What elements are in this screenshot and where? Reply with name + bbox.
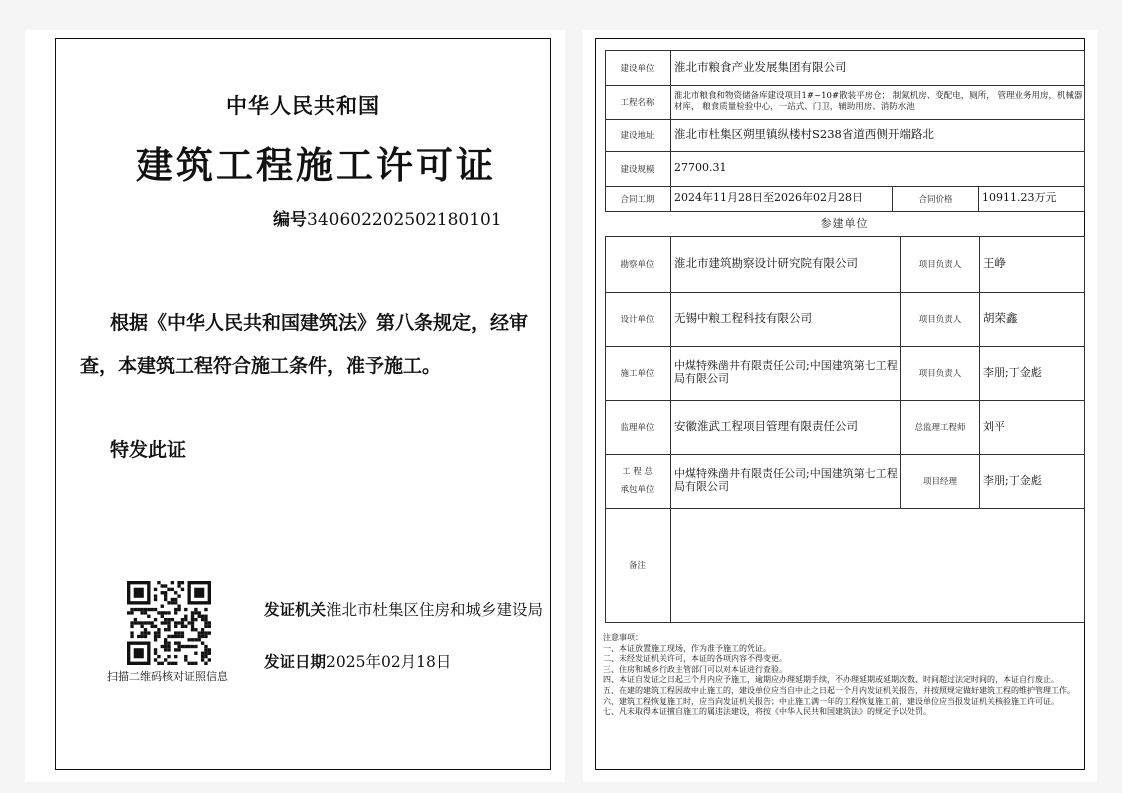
scale-label: 建设规模 <box>620 164 655 175</box>
participant-unit: 无锡中粮工程科技有限公司 <box>674 311 812 326</box>
permit-details-page <box>583 30 1097 782</box>
participant-role: 设计单位 <box>620 315 655 325</box>
remarks-value <box>671 508 1084 622</box>
participant-unit: 安徽淮武工程项目管理有限责任公司 <box>674 419 858 434</box>
participant-person: 李朋;丁金彪 <box>983 365 1042 379</box>
note-item: 三、住房和城乡行政主管部门可以对本证进行查验。 <box>603 664 787 674</box>
approval-text-line-1: 根据《中华人民共和国建筑法》第八条规定，经审 <box>110 312 529 334</box>
note-item: 五、在建的建筑工程因故中止施工的，建设单位应当自中止之日起一个月内发证机关报告，并按照规定做好建筑工程的维护管理工作。 <box>603 685 1075 695</box>
contract-price-value: 10911.23万元 <box>982 191 1057 205</box>
scale-value: 27700.31 <box>674 161 727 175</box>
notes-section <box>603 633 1083 718</box>
participant-unit: 中煤特殊凿井有限责任公司;中国建筑第七工程局有限公司 <box>674 359 898 385</box>
participant-unit: 淮北市建筑勘察设计研究院有限公司 <box>674 256 858 271</box>
participant-role: 施工单位 <box>620 369 655 379</box>
participant-role: 勘察单位 <box>620 260 655 270</box>
table-line <box>1084 236 1085 622</box>
participant-person: 刘平 <box>983 419 1005 433</box>
table-line <box>605 622 1084 623</box>
construction-unit-label: 建设单位 <box>620 63 655 74</box>
permit-cover-page <box>25 30 565 782</box>
participant-person-label: 总监理工程师 <box>914 423 966 433</box>
contract-period-label: 合同工期 <box>620 194 655 205</box>
issuing-authority <box>264 598 543 620</box>
participant-role: 监理单位 <box>620 423 655 433</box>
issue-date <box>264 650 451 672</box>
issue-date-label: 发证日期 <box>264 652 327 671</box>
approval-text-line-2: 查，本建筑工程符合施工条件，准予施工。 <box>80 355 442 377</box>
certificate-number <box>273 205 502 230</box>
special-issue-text: 特发此证 <box>110 439 187 461</box>
contract-price-label: 合同价格 <box>918 194 953 205</box>
note-item: 一、本证放置施工现场，作为准予施工的凭证。 <box>603 643 771 653</box>
country-name: 中华人民共和国 <box>226 93 380 118</box>
notes-title: 注意事项： <box>603 633 643 642</box>
certificate-title: 建筑工程施工许可证 <box>136 143 496 187</box>
project-name-value: 淮北市粮食和物资储备库建设项目1#~10#散装平房仓； 制氮机房、变配电，厕所， 管理业务用房，机械器材库， 粮食质量检验中心，一站式、门卫，辅助用房、消防水池 <box>674 91 1083 112</box>
address-label: 建设地址 <box>620 131 655 141</box>
contract-period-value: 2024年11月28日至2026年02月28日 <box>674 191 863 205</box>
qr-caption: 扫描二维码核对证照信息 <box>107 670 228 683</box>
address-value: 淮北市杜集区朔里镇纵楼村S238省道西侧开端路北 <box>674 127 934 142</box>
participant-person-label: 项目负责人 <box>918 315 962 325</box>
certificate-number-label: 编号 <box>273 210 307 230</box>
participants-header: 参建单位 <box>820 217 869 230</box>
participant-person: 王峥 <box>983 256 1006 271</box>
note-item: 七、凡未取得本证擅自施工的属违法建设，将按《中华人民共和国建筑法》的规定予以处罚。 <box>603 707 931 717</box>
issuing-authority-label: 发证机关 <box>264 600 327 619</box>
issue-date-value: 2025年02月18日 <box>326 653 452 671</box>
participant-unit: 中煤特殊凿井有限责任公司;中国建筑第七工程局有限公司 <box>674 467 898 493</box>
project-name-label: 工程名称 <box>620 98 655 108</box>
remarks-label: 备注 <box>628 561 646 571</box>
note-item: 六、建筑工程恢复施工时，应当向发证机关报告；中止施工满一年的工程恢复施工前，建设单位应当报发证机关核验施工许可证。 <box>603 696 1059 706</box>
qr-code-icon[interactable] <box>127 581 211 665</box>
participant-person-label: 项目经理 <box>922 477 957 487</box>
note-item: 四、本证自发证之日起三个月内应予施工，逾期应办理延期手续，不办理延期或延期次数、时间超过法定时间的，本证自行废止。 <box>603 675 1059 685</box>
note-item: 二、未经发证机关许可，本证的各项内容不得变更。 <box>603 654 787 664</box>
participant-role: 工 程 总 承包单位 <box>620 467 655 495</box>
issuing-authority-value: 淮北市杜集区住房和城乡建设局 <box>326 601 544 619</box>
participant-person: 胡荣鑫 <box>983 311 1018 326</box>
participant-person-label: 项目负责人 <box>918 369 962 379</box>
participant-person-label: 项目负责人 <box>918 260 962 270</box>
table-line <box>1084 50 1085 211</box>
certificate-number-value: 340602202502180101 <box>307 210 502 230</box>
construction-unit-value: 淮北市粮食产业发展集团有限公司 <box>674 59 847 74</box>
participant-person: 李朋;丁金彪 <box>983 473 1042 487</box>
